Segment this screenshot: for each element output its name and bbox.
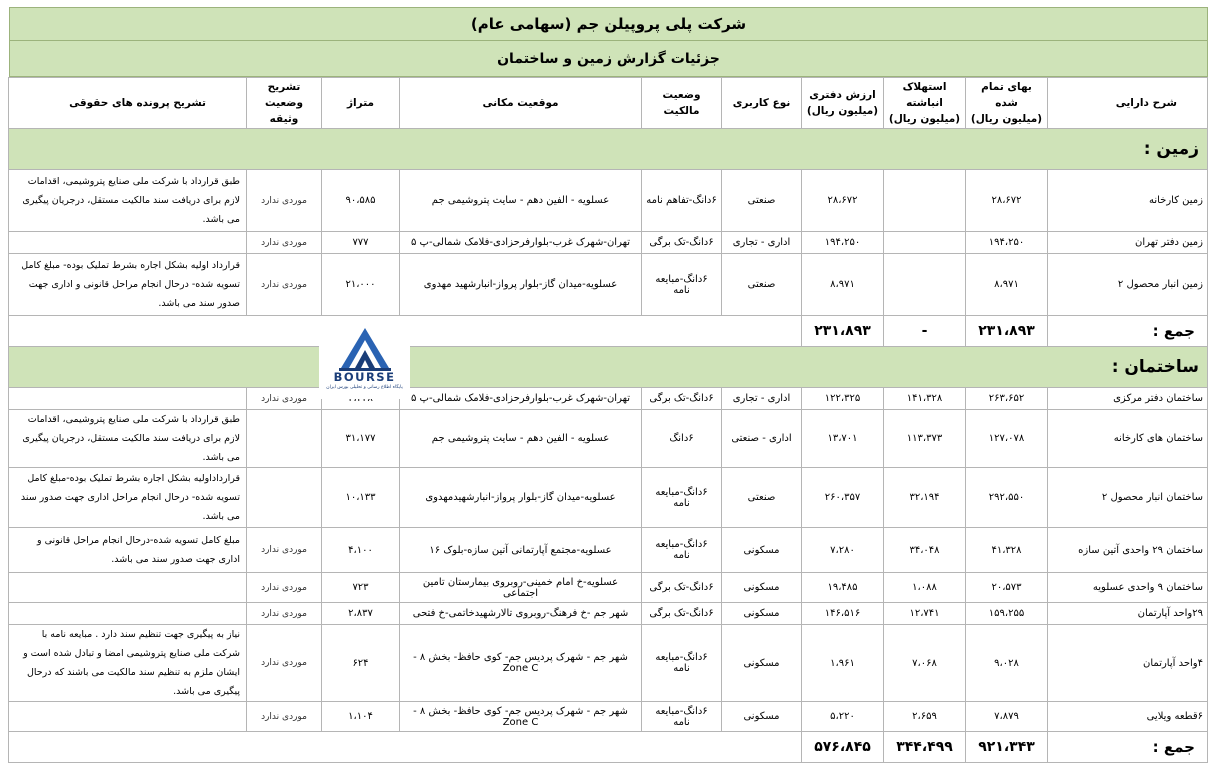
cell-location: عسلویه-میدان گاز-بلوار پرواز-انبارشهیدمهدوی [400, 468, 642, 528]
bourse-logo-caption: پایگاه اطلاع رسانی و تحلیلی بورس ایران [326, 385, 403, 390]
cell-dep: ۱،۰۸۸ [884, 573, 966, 603]
cell-dep [884, 170, 966, 232]
cell-legal: طبق قرارداد با شرکت ملی صنایع پتروشیمی، اقدامات لازم برای دریافت سند مالکیت مستقل، درجریان پیگیری می باشد. [9, 410, 247, 468]
cell-mortgage: موردی ندارد [247, 232, 322, 254]
col-legal: تشریح پرونده های حقوقی [9, 78, 247, 129]
cell-cost: ۱۹۴،۲۵۰ [966, 232, 1048, 254]
cell-location: تهران-شهرک غرب-بلوارفرحزادی-فلامک شمالی-پ ۵ [400, 232, 642, 254]
land-total-row-dep: - [884, 316, 966, 347]
table-row [9, 625, 1208, 702]
cell-dep: ۱۲،۷۴۱ [884, 603, 966, 625]
cell-asset: زمین دفتر تهران [1048, 232, 1208, 254]
cell-cost: ۲۸،۶۷۲ [966, 170, 1048, 232]
table-row [9, 410, 1208, 468]
cell-asset: ۲۹واحد آپارتمان [1048, 603, 1208, 625]
cell-legal [9, 573, 247, 603]
header-row [9, 78, 1208, 129]
building-section-header [9, 347, 1208, 388]
cell-asset: ساختمان دفتر مرکزی [1048, 388, 1208, 410]
cell-dep [884, 254, 966, 316]
land-total-row-book: ۲۳۱،۸۹۳ [802, 316, 884, 347]
cell-location: عسلویه-میدان گاز-بلوار پرواز-انبارشهید مهدوی [400, 254, 642, 316]
report-sheet [9, 7, 1208, 763]
cell-usage: اداری - تجاری [722, 232, 802, 254]
cell-usage: اداری - تجاری [722, 388, 802, 410]
cell-cost: ۷،۸۷۹ [966, 702, 1048, 732]
cell-cost: ۸،۹۷۱ [966, 254, 1048, 316]
bourse-logo-icon [335, 324, 395, 372]
cell-dep [884, 232, 966, 254]
cell-asset: ۴واحد آپارتمان [1048, 625, 1208, 702]
cell-legal: قرارداد اولیه بشکل اجاره بشرط تملیک بوده- مبلغ کامل تسویه شده- درحال انجام مراحل قانونی و اداری جهت صدور سند می باشد. [9, 254, 247, 316]
cell-usage: مسکونی [722, 603, 802, 625]
cell-ownership: ۶دانگ [642, 410, 722, 468]
bourse-logo [319, 324, 410, 399]
cell-book: ۱۹،۴۸۵ [802, 573, 884, 603]
cell-legal: طبق قرارداد با شرکت ملی صنایع پتروشیمی، اقدامات لازم برای دریافت سند مالکیت مستقل، درجریان پیگیری می باشد. [9, 170, 247, 232]
cell-location: تهران-شهرک غرب-بلوارفرحزادی-فلامک شمالی-پ ۵ [400, 388, 642, 410]
col-cost: بهای تمام شده (میلیون ریال) [966, 78, 1048, 129]
cell-usage: مسکونی [722, 702, 802, 732]
cell-book: ۱۳،۷۰۱ [802, 410, 884, 468]
cell-book: ۷،۲۸۰ [802, 528, 884, 573]
cell-ownership: ۶دانگ-تک برگی [642, 573, 722, 603]
cell-usage: اداری - صنعتی [722, 410, 802, 468]
report-subtitle: جزئیات گزارش زمین و ساختمان [9, 41, 1208, 77]
col-dep: استهلاک انباشته (میلیون ریال) [884, 78, 966, 129]
table-row [9, 232, 1208, 254]
building-total-row-cost: ۹۲۱،۳۴۳ [966, 732, 1048, 763]
cell-location: عسلویه-مجتمع آپارتمانی آتین سازه-بلوک ۱۶ [400, 528, 642, 573]
cell-location: شهر جم - شهرک پردیس جم- کوی حافظ- بخش ۸ - Zone C [400, 702, 642, 732]
cell-book: ۲۶۰،۳۵۷ [802, 468, 884, 528]
table-row [9, 603, 1208, 625]
cell-mortgage: موردی ندارد [247, 603, 322, 625]
table-row [9, 254, 1208, 316]
land-total-row-cost: ۲۳۱،۸۹۳ [966, 316, 1048, 347]
cell-asset: ساختمان های کارخانه [1048, 410, 1208, 468]
cell-dep: ۷،۰۶۸ [884, 625, 966, 702]
cell-dep: ۳۲،۱۹۴ [884, 468, 966, 528]
cell-mortgage [247, 468, 322, 528]
cell-legal: نیاز به پیگیری جهت تنظیم سند دارد . مبایعه نامه با شرکت ملی صنایع پتروشیمی امضا و تبادل شده است و ایشان ملزم به تنظیم سند مالکیت می باشند که درحال پیگیری می باشد. [9, 625, 247, 702]
building-section-header-label: ساختمان : [9, 347, 1208, 388]
cell-legal: مبلغ کامل تسویه شده-درحال انجام مراحل قانونی و اداری جهت صدور سند می باشد. [9, 528, 247, 573]
cell-cost: ۱۲۷،۰۷۸ [966, 410, 1048, 468]
cell-cost: ۹،۰۲۸ [966, 625, 1048, 702]
cell-legal [9, 232, 247, 254]
cell-ownership: ۶دانگ-مبایعه نامه [642, 625, 722, 702]
cell-cost: ۲۰،۵۷۳ [966, 573, 1048, 603]
building-total-row [9, 732, 1208, 763]
table-row [9, 528, 1208, 573]
cell-mortgage: موردی ندارد [247, 254, 322, 316]
cell-book: ۸،۹۷۱ [802, 254, 884, 316]
cell-ownership: ۶دانگ-تک برگی [642, 388, 722, 410]
cell-area: ۲۱،۰۰۰ [322, 254, 400, 316]
building-total-row-book: ۵۷۶،۸۴۵ [802, 732, 884, 763]
cell-area: ۱۰،۱۳۳ [322, 468, 400, 528]
cell-legal [9, 702, 247, 732]
cell-dep: ۱۴۱،۳۲۸ [884, 388, 966, 410]
table-row [9, 573, 1208, 603]
bourse-logo-text: BOURSE [333, 370, 396, 384]
cell-dep: ۳۴،۰۴۸ [884, 528, 966, 573]
cell-area: ۹۰،۵۸۵ [322, 170, 400, 232]
col-asset: شرح دارایی [1048, 78, 1208, 129]
cell-area: ۷۷۷ [322, 232, 400, 254]
building-total-row-dep: ۳۴۴،۴۹۹ [884, 732, 966, 763]
cell-dep: ۲،۶۵۹ [884, 702, 966, 732]
land-total-row-label: جمع : [1048, 316, 1208, 347]
cell-cost: ۲۶۳،۶۵۲ [966, 388, 1048, 410]
cell-area: ۱،۱۰۴ [322, 702, 400, 732]
building-total-row-blank [9, 732, 802, 763]
cell-legal [9, 603, 247, 625]
cell-ownership: ۶دانگ-مبایعه نامه [642, 528, 722, 573]
cell-book: ۲۸،۶۷۲ [802, 170, 884, 232]
cell-usage: صنعتی [722, 468, 802, 528]
cell-usage: مسکونی [722, 528, 802, 573]
cell-usage: صنعتی [722, 170, 802, 232]
cell-mortgage: موردی ندارد [247, 625, 322, 702]
col-book: ارزش دفتری (میلیون ریال) [802, 78, 884, 129]
cell-area: ۳۱،۱۷۷ [322, 410, 400, 468]
cell-area: ۴،۱۰۰ [322, 528, 400, 573]
cell-book: ۵،۲۲۰ [802, 702, 884, 732]
cell-book: ۱،۹۶۱ [802, 625, 884, 702]
land-section-header-label: زمین : [9, 129, 1208, 170]
building-total-row-label: جمع : [1048, 732, 1208, 763]
col-location: موقعیت مکانی [400, 78, 642, 129]
table-row [9, 170, 1208, 232]
cell-mortgage: موردی ندارد [247, 573, 322, 603]
land-total-row [9, 316, 1208, 347]
cell-asset: ساختمان ۹ واحدی عسلویه [1048, 573, 1208, 603]
cell-mortgage [247, 410, 322, 468]
cell-asset: ۶قطعه ویلایی [1048, 702, 1208, 732]
cell-ownership: ۶دانگ-تک برگی [642, 232, 722, 254]
cell-ownership: ۶دانگ-مبایعه نامه [642, 702, 722, 732]
cell-legal [9, 388, 247, 410]
cell-asset: زمین انبار محصول ۲ [1048, 254, 1208, 316]
cell-location: عسلویه-خ امام خمینی-روبروی بیمارستان تامین اجتماعی [400, 573, 642, 603]
cell-cost: ۱۵۹،۲۵۵ [966, 603, 1048, 625]
col-area: متراژ [322, 78, 400, 129]
col-mortgage: تشریح وضعیت وثیقه [247, 78, 322, 129]
cell-cost: ۲۹۲،۵۵۰ [966, 468, 1048, 528]
company-title: شرکت پلی پروپیلن جم (سهامی عام) [9, 7, 1208, 41]
cell-ownership: ۶دانگ-تفاهم نامه [642, 170, 722, 232]
cell-usage: صنعتی [722, 254, 802, 316]
cell-mortgage: موردی ندارد [247, 528, 322, 573]
table-row [9, 388, 1208, 410]
cell-location: عسلویه - الفین دهم - سایت پتروشیمی جم [400, 410, 642, 468]
cell-mortgage: موردی ندارد [247, 388, 322, 410]
cell-book: ۱۲۲،۳۲۵ [802, 388, 884, 410]
cell-ownership: ۶دانگ-مبایعه نامه [642, 254, 722, 316]
cell-ownership: ۶دانگ-مبایعه نامه [642, 468, 722, 528]
cell-location: عسلویه - الفین دهم - سایت پتروشیمی جم [400, 170, 642, 232]
cell-asset: زمین کارخانه [1048, 170, 1208, 232]
cell-location: شهر جم -خ فرهنگ-روبروی تالارشهیدخاتمی-خ فتحی [400, 603, 642, 625]
cell-area: ۲،۸۳۷ [322, 603, 400, 625]
cell-usage: مسکونی [722, 573, 802, 603]
col-ownership: وضعیت مالکیت [642, 78, 722, 129]
cell-asset: ساختمان ۲۹ واحدی آتین سازه [1048, 528, 1208, 573]
cell-book: ۱۹۴،۲۵۰ [802, 232, 884, 254]
cell-area: ۷۲۳ [322, 573, 400, 603]
table-row [9, 468, 1208, 528]
col-usage: نوع کاربری [722, 78, 802, 129]
table-row [9, 702, 1208, 732]
cell-mortgage: موردی ندارد [247, 702, 322, 732]
cell-usage: مسکونی [722, 625, 802, 702]
cell-dep: ۱۱۳،۳۷۳ [884, 410, 966, 468]
cell-ownership: ۶دانگ-تک برگی [642, 603, 722, 625]
cell-cost: ۴۱،۳۲۸ [966, 528, 1048, 573]
cell-area: ۶۲۴ [322, 625, 400, 702]
cell-book: ۱۴۶،۵۱۶ [802, 603, 884, 625]
cell-location: شهر جم - شهرک پردیس جم- کوی حافظ- بخش ۸ - Zone C [400, 625, 642, 702]
cell-mortgage: موردی ندارد [247, 170, 322, 232]
cell-asset: ساختمان انبار محصول ۲ [1048, 468, 1208, 528]
land-section-header [9, 129, 1208, 170]
table-body [9, 129, 1208, 763]
cell-legal: قرارداداولیه بشکل اجاره بشرط تملیک بوده-مبلغ کامل تسویه شده- درحال انجام مراحل اداری جهت صدور سند می باشد. [9, 468, 247, 528]
assets-table [8, 77, 1208, 763]
